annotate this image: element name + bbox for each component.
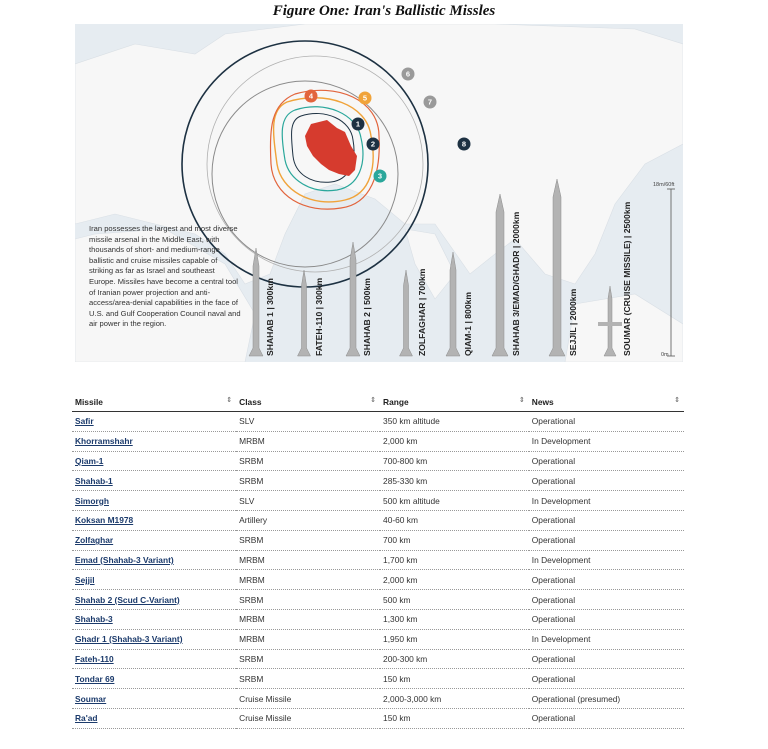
range-cell: 500 km — [380, 590, 529, 610]
class-cell: Cruise Missile — [236, 689, 380, 709]
class-cell: SRBM — [236, 530, 380, 550]
range-marker-number: 5 — [362, 93, 368, 103]
missile-link[interactable]: Qiam-1 — [75, 455, 104, 466]
sort-icon[interactable]: ⇕ — [370, 397, 377, 404]
table-row — [72, 471, 684, 491]
table-header-row — [72, 393, 684, 412]
table-row — [72, 431, 684, 451]
missile-cell — [72, 609, 236, 629]
figure-description: Iran possesses the largest and most diverse missile arsenal in the Middle East, with thousands of short- and medium-range ballistic and cruise missiles capable of striking as far as Israel and southeast Europe. Missiles have become a central tool of Iranian power projection and anti-access/area-denial capabilities in the face of U.S. and Gulf Cooperation Council naval and air power in the region. — [89, 224, 241, 329]
missile-cell — [72, 629, 236, 649]
missile-label: QIAM-1 | 800km — [463, 291, 473, 356]
missile-cell — [72, 708, 236, 728]
range-cell: 200-300 km — [380, 649, 529, 669]
class-cell: SLV — [236, 412, 380, 432]
missile-label: SEJJIL | 2000km — [568, 288, 578, 356]
missile-link[interactable]: Fateh-110 — [75, 653, 114, 664]
range-cell: 40-60 km — [380, 510, 529, 530]
column-header-label: News — [531, 397, 554, 407]
news-cell: Operational — [529, 649, 684, 669]
class-cell: MRBM — [236, 431, 380, 451]
range-cell: 1,950 km — [380, 629, 529, 649]
missile-label: ZOLFAGHAR | 700km — [417, 268, 427, 356]
range-cell: 700-800 km — [380, 451, 529, 471]
missile-link[interactable]: Shahab-1 — [75, 475, 113, 486]
news-cell: Operational — [529, 530, 684, 550]
range-cell: 2,000 km — [380, 431, 529, 451]
table-row — [72, 708, 684, 728]
class-cell: SRBM — [236, 669, 380, 689]
missile-link[interactable]: Khorramshahr — [75, 436, 133, 447]
range-cell: 150 km — [380, 708, 529, 728]
table-row — [72, 570, 684, 590]
range-marker-number: 3 — [377, 171, 383, 181]
missile-cell — [72, 510, 236, 530]
sort-icon[interactable]: ⇕ — [518, 397, 525, 404]
missile-cell — [72, 471, 236, 491]
column-header-missile[interactable] — [72, 393, 236, 412]
class-cell: MRBM — [236, 609, 380, 629]
news-cell: Operational — [529, 510, 684, 530]
column-header-label: Missile — [75, 397, 103, 407]
table-row — [72, 451, 684, 471]
missile-cell — [72, 550, 236, 570]
news-cell: Operational — [529, 708, 684, 728]
missile-cell — [72, 649, 236, 669]
missile-link[interactable]: Shahab-3 — [75, 614, 113, 625]
missile-cell — [72, 689, 236, 709]
scale-bottom-label: 0m — [661, 352, 669, 358]
missile-label: SHAHAB 3/EMAD/GHADR | 2000km — [511, 211, 521, 356]
range-marker-number: 2 — [370, 139, 376, 149]
news-cell: In Development — [529, 629, 684, 649]
class-cell: SRBM — [236, 649, 380, 669]
missile-table — [72, 393, 684, 729]
range-cell: 350 km altitude — [380, 412, 529, 432]
missile-cell — [72, 451, 236, 471]
range-cell: 2,000 km — [380, 570, 529, 590]
class-cell: SRBM — [236, 590, 380, 610]
table-row — [72, 412, 684, 432]
missile-cell — [72, 570, 236, 590]
table-body — [72, 412, 684, 729]
column-header-news[interactable] — [529, 393, 684, 412]
range-cell: 700 km — [380, 530, 529, 550]
table-row — [72, 491, 684, 511]
missile-link[interactable]: Safir — [75, 416, 94, 427]
figure-title: Figure One: Iran's Ballistic Missles — [272, 3, 496, 19]
news-cell: Operational — [529, 570, 684, 590]
news-cell: Operational — [529, 609, 684, 629]
missile-link[interactable]: Soumar — [75, 693, 107, 704]
news-cell: Operational — [529, 451, 684, 471]
table-row — [72, 510, 684, 530]
missile-link[interactable]: Shahab 2 (Scud C-Variant) — [75, 594, 180, 605]
news-cell: In Development — [529, 491, 684, 511]
news-cell: In Development — [529, 550, 684, 570]
missile-link[interactable]: Koksan M1978 — [75, 515, 134, 526]
missile-link[interactable]: Zolfaghar — [75, 535, 114, 546]
table-row — [72, 530, 684, 550]
column-header-label: Class — [239, 397, 262, 407]
table-row — [72, 609, 684, 629]
range-marker-number: 6 — [405, 69, 411, 79]
sort-icon[interactable]: ⇕ — [226, 397, 233, 404]
class-cell: Cruise Missile — [236, 708, 380, 728]
range-marker-number: 4 — [308, 91, 314, 101]
missile-label: FATEH-110 | 300km — [314, 277, 324, 356]
news-cell: Operational — [529, 669, 684, 689]
missile-cell — [72, 530, 236, 550]
range-marker-number: 7 — [427, 97, 433, 107]
missile-label: SHAHAB 1 | 300km — [265, 278, 275, 356]
sort-icon[interactable]: ⇕ — [674, 397, 680, 404]
missile-link[interactable]: Ghadr 1 (Shahab-3 Variant) — [75, 634, 183, 645]
cruise-missile-wing — [598, 322, 622, 326]
table-row — [72, 629, 684, 649]
range-cell: 500 km altitude — [380, 491, 529, 511]
missile-link[interactable]: Sejjil — [75, 574, 95, 585]
column-header-label: Range — [383, 397, 409, 407]
missile-link[interactable]: Simorgh — [75, 495, 109, 506]
missile-link[interactable]: Emad (Shahab-3 Variant) — [75, 554, 174, 565]
news-cell: Operational (presumed) — [529, 689, 684, 709]
news-cell: Operational — [529, 412, 684, 432]
column-header-class[interactable] — [236, 393, 380, 412]
table-row — [72, 689, 684, 709]
class-cell: MRBM — [236, 570, 380, 590]
missile-link[interactable]: Tondar 69 — [75, 673, 115, 684]
news-cell: Operational — [529, 471, 684, 491]
range-cell: 285-330 km — [380, 471, 529, 491]
table-row — [72, 669, 684, 689]
range-marker-number: 1 — [355, 119, 361, 129]
range-cell: 1,700 km — [380, 550, 529, 570]
range-marker-number: 8 — [461, 139, 467, 149]
class-cell: SRBM — [236, 451, 380, 471]
column-header-range[interactable] — [380, 393, 529, 412]
class-cell: MRBM — [236, 629, 380, 649]
missile-link[interactable]: Ra'ad — [75, 713, 98, 724]
scale-top-label: 18m/60ft — [653, 182, 675, 188]
missile-label: SHAHAB 2 | 500km — [362, 278, 372, 356]
news-cell: Operational — [529, 590, 684, 610]
class-cell: SRBM — [236, 471, 380, 491]
table-row — [72, 649, 684, 669]
class-cell: SLV — [236, 491, 380, 511]
table-row — [72, 590, 684, 610]
news-cell: In Development — [529, 431, 684, 451]
missile-cell — [72, 669, 236, 689]
missile-label: SOUMAR (CRUISE MISSILE) | 2500km — [622, 201, 632, 356]
class-cell: Artillery — [236, 510, 380, 530]
table-row — [72, 550, 684, 570]
range-cell: 150 km — [380, 669, 529, 689]
class-cell: MRBM — [236, 550, 380, 570]
missile-cell — [72, 590, 236, 610]
missile-cell — [72, 412, 236, 432]
missile-cell — [72, 431, 236, 451]
range-cell: 1,300 km — [380, 609, 529, 629]
missile-cell — [72, 491, 236, 511]
range-cell: 2,000-3,000 km — [380, 689, 529, 709]
